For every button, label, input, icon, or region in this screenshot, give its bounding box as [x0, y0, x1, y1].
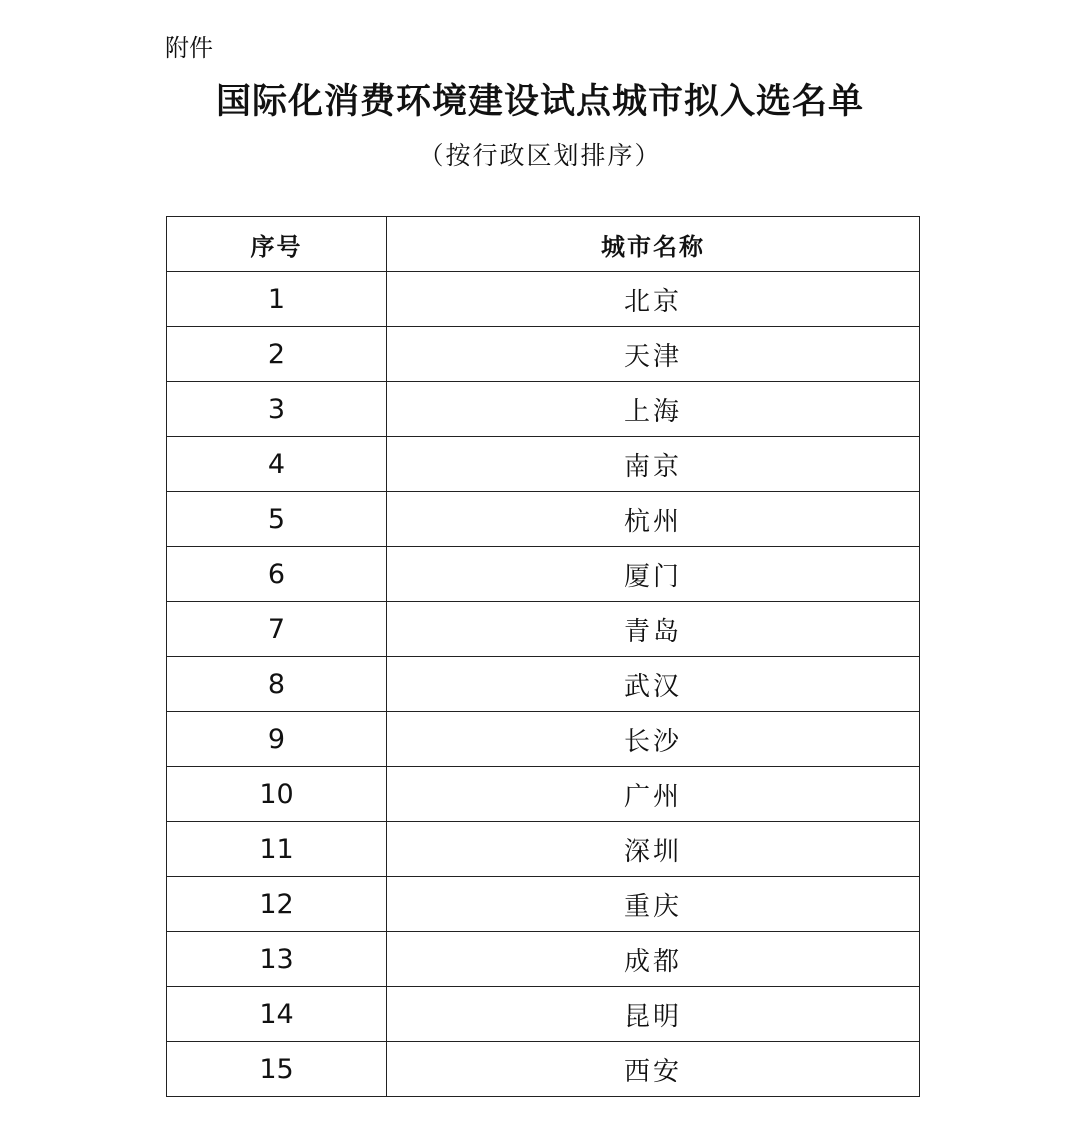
- header-city: 城市名称: [387, 217, 920, 272]
- row-number: 15: [167, 1042, 387, 1097]
- table-row: [167, 767, 920, 822]
- row-number: 14: [167, 987, 387, 1042]
- row-number: 1: [167, 272, 387, 327]
- row-city: 厦门: [387, 547, 920, 602]
- table-row: [167, 932, 920, 987]
- table-row: [167, 602, 920, 657]
- row-city: 杭州: [387, 492, 920, 547]
- row-number: 12: [167, 877, 387, 932]
- row-city: 昆明: [387, 987, 920, 1042]
- table-row: [167, 437, 920, 492]
- row-number: 3: [167, 382, 387, 437]
- table-row: [167, 877, 920, 932]
- table-row: [167, 822, 920, 877]
- table-row: [167, 327, 920, 382]
- table-row: [167, 382, 920, 437]
- row-city: 深圳: [387, 822, 920, 877]
- row-city: 武汉: [387, 657, 920, 712]
- attachment-label: 附件: [165, 34, 213, 62]
- row-city: 成都: [387, 932, 920, 987]
- row-city: 天津: [387, 327, 920, 382]
- row-city: 青岛: [387, 602, 920, 657]
- city-list-table: [166, 216, 920, 1097]
- row-number: 13: [167, 932, 387, 987]
- header-number: 序号: [167, 217, 387, 272]
- table-row: [167, 1042, 920, 1097]
- table-header-row: [167, 217, 920, 272]
- table-row: [167, 272, 920, 327]
- row-city: 重庆: [387, 877, 920, 932]
- row-city: 南京: [387, 437, 920, 492]
- row-number: 10: [167, 767, 387, 822]
- document-title: 国际化消费环境建设试点城市拟入选名单: [215, 81, 864, 122]
- row-number: 11: [167, 822, 387, 877]
- row-city: 广州: [387, 767, 920, 822]
- table-row: [167, 547, 920, 602]
- table-row: [167, 987, 920, 1042]
- row-city: 北京: [387, 272, 920, 327]
- table-row: [167, 712, 920, 767]
- row-number: 7: [167, 602, 387, 657]
- row-number: 5: [167, 492, 387, 547]
- row-city: 西安: [387, 1042, 920, 1097]
- row-number: 9: [167, 712, 387, 767]
- row-number: 4: [167, 437, 387, 492]
- row-number: 6: [167, 547, 387, 602]
- row-number: 8: [167, 657, 387, 712]
- document-subtitle: （按行政区划排序）: [418, 141, 662, 170]
- row-city: 上海: [387, 382, 920, 437]
- row-city: 长沙: [387, 712, 920, 767]
- table-row: [167, 657, 920, 712]
- row-number: 2: [167, 327, 387, 382]
- table-row: [167, 492, 920, 547]
